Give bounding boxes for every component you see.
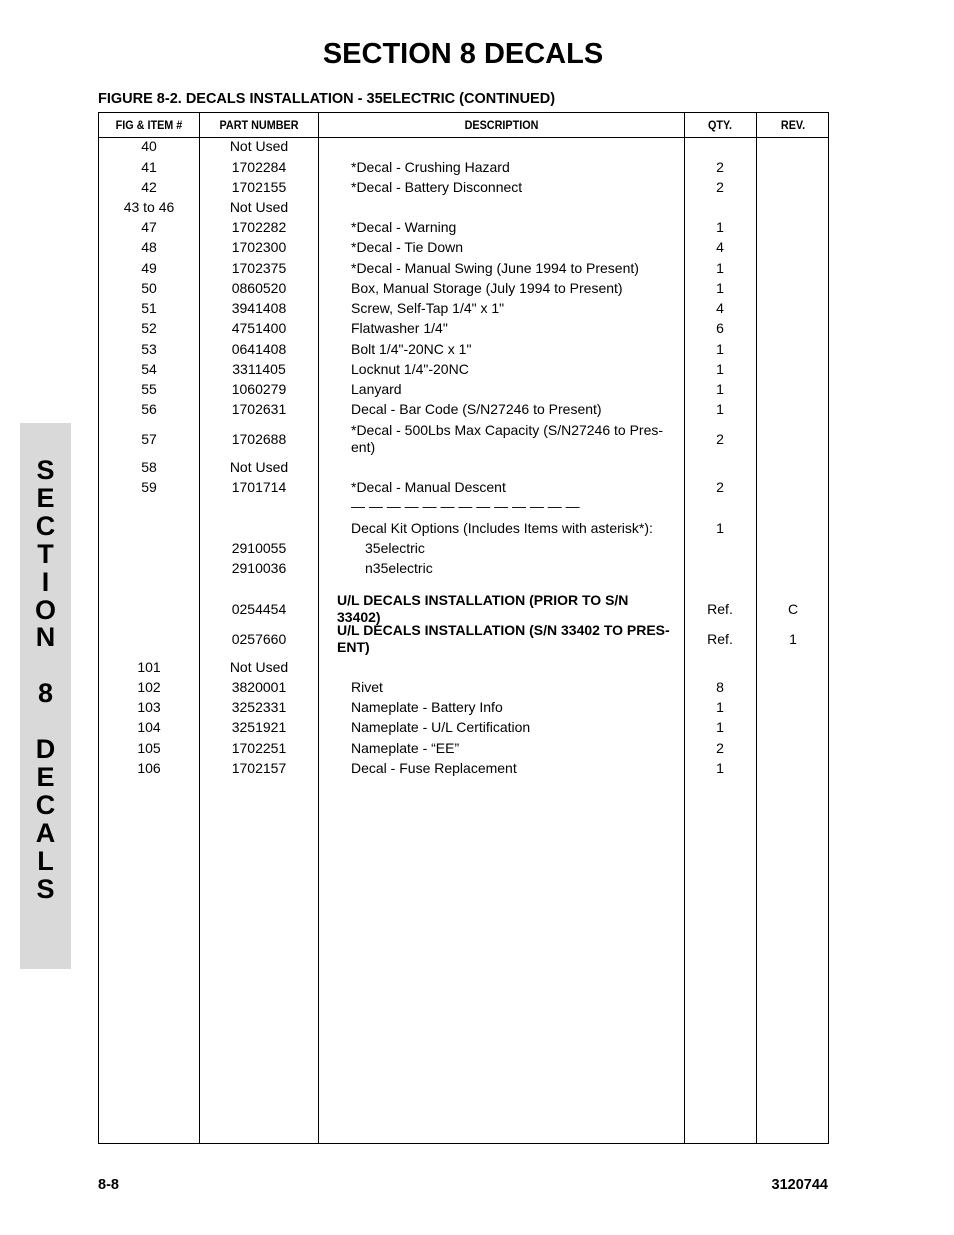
description-cell: Decal - Fuse Replacement [351, 759, 517, 776]
section-tab-letter: E [36, 482, 55, 513]
section-tab-letter: D [35, 734, 56, 765]
qty-cell: 1 [716, 280, 724, 296]
section-tab-letter: A [35, 817, 56, 848]
table-row [99, 457, 828, 477]
table-row [99, 278, 828, 298]
description-cell: Locknut 1/4"-20NC [351, 360, 469, 377]
qty-cell [685, 558, 755, 578]
fig-item-cell: 56 [141, 401, 157, 417]
page-title: SECTION 8 DECALS [322, 38, 604, 70]
description-cell: Nameplate - Battery Info [351, 698, 503, 715]
description-cell [319, 457, 684, 477]
description-cell: Flatwasher 1/4" [351, 319, 448, 336]
qty-cell: 1 [716, 361, 724, 377]
table-row [99, 657, 828, 677]
description-cell: *Decal - 500Lbs Max Capacity (S/N27246 to Pres-ent) [351, 422, 664, 455]
part-number-cell: 1702157 [231, 760, 287, 776]
section-tab-letter: O [34, 594, 56, 625]
qty-cell: 1 [716, 219, 724, 235]
description-cell: *Decal - Crushing Hazard [351, 158, 510, 175]
rev-cell [757, 477, 829, 497]
fig-item-cell [99, 538, 199, 558]
section-tab-letter: T [37, 538, 54, 569]
description-cell [319, 657, 684, 677]
rev-cell [757, 457, 829, 477]
table-row [99, 217, 828, 237]
section-tab-letter: S [36, 873, 55, 904]
description-cell: *Decal - Battery Disconnect [351, 178, 523, 195]
table-row [99, 419, 828, 459]
fig-item-cell [99, 619, 199, 659]
part-number-cell: 1702284 [231, 159, 287, 175]
qty-cell: 1 [716, 401, 724, 417]
qty-cell [685, 538, 755, 558]
page-number: 8-8 [98, 1177, 119, 1193]
rev-cell [757, 359, 829, 379]
rev-cell [757, 419, 829, 459]
table-row [99, 237, 828, 257]
table-row [99, 157, 828, 177]
rev-cell [757, 237, 829, 257]
fig-item-cell: 105 [137, 740, 161, 756]
rev-cell [757, 399, 829, 419]
document-number: 3120744 [771, 1177, 828, 1193]
part-number-cell: 1702300 [231, 239, 287, 255]
fig-item-cell: 59 [141, 479, 157, 495]
section-tab-letter: I [41, 566, 50, 597]
qty-cell: 1 [716, 719, 724, 735]
part-number-cell: 0254454 [231, 601, 287, 617]
part-number-cell: 1702375 [231, 260, 287, 276]
part-number-cell: 1702155 [231, 179, 287, 195]
table-row [99, 339, 828, 359]
column-header-fig-item: FIG & ITEM # [115, 118, 183, 132]
description-cell: Screw, Self-Tap 1/4" x 1" [351, 299, 505, 316]
fig-item-cell: 102 [137, 679, 161, 695]
qty-cell: 8 [716, 679, 724, 695]
part-number-cell: 4751400 [231, 320, 287, 336]
part-number-cell: 0860520 [231, 280, 287, 296]
rev-cell [757, 278, 829, 298]
fig-item-cell: 43 to 46 [123, 199, 175, 215]
section-tab-letter: 8 [37, 678, 54, 709]
description-cell: — — — — — — — — — — — — — [351, 497, 580, 514]
description-cell: U/L DECALS INSTALLATION (PRIOR TO S/N 33402) [337, 592, 629, 625]
section-tab-letter: E [36, 761, 55, 792]
description-cell: *Decal - Warning [351, 218, 457, 235]
rev-cell [757, 538, 829, 558]
fig-item-cell: 53 [141, 341, 157, 357]
column-header-rev: REV. [780, 118, 806, 132]
qty-cell [685, 197, 755, 217]
section-tab-letter: S [36, 455, 55, 485]
table-row [99, 177, 828, 197]
part-number-cell: 0257660 [231, 631, 287, 647]
fig-item-cell: 58 [141, 459, 157, 475]
section-tab-letter: N [35, 622, 56, 653]
table-row [99, 258, 828, 278]
section-tab-letters [20, 457, 71, 904]
table-row [99, 677, 828, 697]
fig-item-cell: 47 [141, 219, 157, 235]
part-number-cell: 1702251 [231, 740, 287, 756]
description-cell [319, 197, 684, 217]
description-cell: Lanyard [351, 380, 402, 397]
table-row [99, 137, 828, 155]
table-row [99, 738, 828, 758]
description-cell: Bolt 1/4"-20NC x 1" [351, 340, 472, 357]
description-cell: Box, Manual Storage (July 1994 to Present) [351, 279, 623, 296]
part-number-cell: 1702688 [231, 431, 287, 447]
rev-cell [757, 157, 829, 177]
fig-item-cell: 49 [141, 260, 157, 276]
table-row [99, 619, 828, 659]
rev-cell [757, 499, 829, 513]
table-row [99, 399, 828, 419]
table-row [99, 717, 828, 737]
qty-cell [685, 137, 755, 155]
table-row [99, 197, 828, 217]
qty-cell: 1 [716, 381, 724, 397]
rev-cell [757, 758, 829, 778]
fig-item-cell [99, 499, 199, 513]
qty-cell: 2 [716, 740, 724, 756]
qty-cell [685, 457, 755, 477]
section-tab-letter [20, 652, 71, 680]
rev-cell [757, 677, 829, 697]
fig-item-cell [99, 558, 199, 578]
table-row [99, 499, 828, 513]
qty-cell: 2 [716, 431, 724, 447]
qty-cell: 2 [716, 179, 724, 195]
section-tab-letter: C [35, 789, 56, 820]
qty-cell: 1 [716, 760, 724, 776]
fig-item-cell: 40 [141, 138, 157, 154]
fig-item-cell: 48 [141, 239, 157, 255]
description-cell: Rivet [351, 678, 383, 695]
part-number-cell: 3820001 [231, 679, 287, 695]
qty-cell: Ref. [707, 601, 733, 617]
part-number-cell: Not Used [229, 459, 289, 475]
table-row [99, 697, 828, 717]
fig-item-cell: 41 [141, 159, 157, 175]
qty-cell: 2 [716, 479, 724, 495]
part-number-cell: Not Used [229, 199, 289, 215]
qty-cell: 2 [716, 159, 724, 175]
fig-item-cell: 50 [141, 280, 157, 296]
table-row [99, 298, 828, 318]
fig-item-cell: 57 [141, 431, 157, 447]
qty-cell: 1 [716, 260, 724, 276]
qty-cell: 6 [716, 320, 724, 336]
fig-item-cell: 51 [141, 300, 157, 316]
fig-item-cell: 101 [137, 659, 161, 675]
fig-item-cell: 106 [137, 760, 161, 776]
rev-cell: C [787, 601, 799, 617]
rev-cell [757, 298, 829, 318]
rev-cell [757, 137, 829, 155]
table-row [99, 379, 828, 399]
section-tab-letter: L [37, 845, 54, 876]
description-cell: *Decal - Manual Descent [351, 478, 506, 495]
table-row [99, 318, 828, 338]
qty-cell: 4 [716, 300, 724, 316]
part-number-cell [200, 499, 318, 513]
rev-cell [757, 518, 829, 538]
qty-cell: 1 [716, 341, 724, 357]
description-cell: Nameplate - U/L Certification [351, 718, 531, 735]
description-cell: U/L DECALS INSTALLATION (S/N 33402 TO PRES-ENT) [337, 622, 670, 655]
fig-item-cell [99, 599, 199, 619]
part-number-cell: 3252331 [231, 699, 287, 715]
description-cell: Decal - Bar Code (S/N27246 to Present) [351, 400, 602, 417]
qty-cell [685, 657, 755, 677]
part-number-cell: 3311405 [232, 361, 286, 377]
rev-cell [757, 717, 829, 737]
description-cell: Nameplate - “EE” [351, 739, 460, 756]
section-side-tab [20, 423, 71, 969]
fig-item-cell: 54 [141, 361, 157, 377]
column-header-qty: QTY. [707, 118, 732, 132]
description-cell: n35electric [365, 559, 433, 576]
table-row [99, 477, 828, 497]
part-number-cell [200, 518, 318, 538]
fig-item-cell: 55 [141, 381, 157, 397]
table-row [99, 359, 828, 379]
table-row [99, 592, 828, 625]
fig-item-cell: 104 [137, 719, 161, 735]
section-tab-letter: C [35, 510, 56, 541]
description-cell [319, 137, 684, 155]
qty-cell: 4 [716, 239, 724, 255]
rev-cell [757, 318, 829, 338]
description-cell: *Decal - Tie Down [351, 238, 464, 255]
table-row [99, 538, 828, 558]
parts-table [98, 112, 829, 1144]
fig-item-cell [99, 518, 199, 538]
fig-item-cell: 52 [141, 320, 157, 336]
part-number-cell: Not Used [229, 659, 289, 675]
description-cell: *Decal - Manual Swing (June 1994 to Present) [351, 259, 639, 276]
rev-cell [757, 697, 829, 717]
description-cell: Decal Kit Options (Includes Items with asterisk*): [351, 519, 653, 536]
part-number-cell: 2910055 [231, 540, 287, 556]
part-number-cell: 1702282 [231, 219, 287, 235]
fig-item-cell: 42 [141, 179, 157, 195]
rev-cell [757, 558, 829, 578]
column-header-part-number: PART NUMBER [219, 118, 299, 132]
part-number-cell: 3941408 [231, 300, 287, 316]
column-header-description: DESCRIPTION [464, 118, 539, 132]
rev-cell [757, 379, 829, 399]
rev-cell [757, 258, 829, 278]
qty-cell [685, 499, 755, 513]
part-number-cell: 2910036 [231, 560, 287, 576]
part-number-cell: 1702631 [231, 401, 287, 417]
part-number-cell: 3251921 [231, 719, 287, 735]
figure-title: FIGURE 8-2. DECALS INSTALLATION - 35ELECTRIC (CONTINUED) [98, 91, 556, 107]
qty-cell: 1 [716, 699, 724, 715]
section-tab-letter [20, 708, 71, 736]
rev-cell [757, 339, 829, 359]
part-number-cell: Not Used [229, 138, 289, 154]
rev-cell [757, 657, 829, 677]
part-number-cell: 0641408 [231, 341, 287, 357]
qty-cell: 1 [716, 520, 724, 536]
part-number-cell: 1060279 [231, 381, 287, 397]
table-row [99, 558, 828, 578]
rev-cell [757, 197, 829, 217]
part-number-cell: 1701714 [231, 479, 287, 495]
fig-item-cell: 103 [137, 699, 161, 715]
qty-cell: Ref. [707, 631, 733, 647]
rev-cell [757, 738, 829, 758]
table-row [99, 518, 828, 538]
table-row [99, 758, 828, 778]
description-cell: 35electric [365, 539, 425, 556]
rev-cell [757, 177, 829, 197]
rev-cell: 1 [789, 631, 797, 647]
rev-cell [757, 217, 829, 237]
